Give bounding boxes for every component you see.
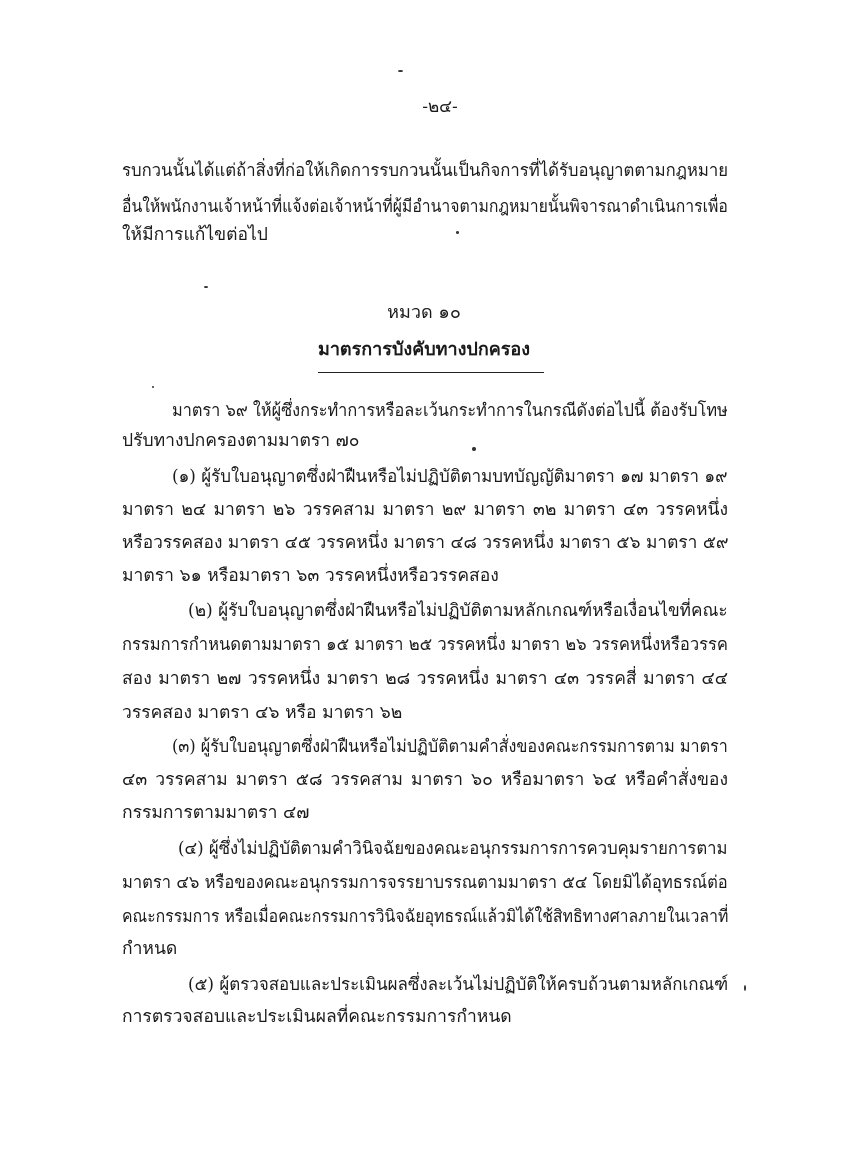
item-5-line-1: (๕) ผู้ตรวจสอบและประเมินผลซึ่งละเว้นไม่ปฏิบัติให้ครบถ้วนตามหลักเกณฑ์ xyxy=(188,975,729,995)
item-4-line-4: กำหนด xyxy=(122,939,178,959)
continuation-line-2: อื่นให้พนักงานเจ้าหน้าที่แจ้งต่อเจ้าหน้าที่ผู้มีอำนาจตามกฎหมายนั้นพิจารณาดำเนินการเพื่อ xyxy=(122,197,728,217)
chapter-number: หมวด ๑๐ xyxy=(387,302,461,323)
item-2-line-1: (๒) ผู้รับใบอนุญาตซึ่งฝ่าฝืนหรือไม่ปฏิบัติตามหลักเกณฑ์หรือเงื่อนไขที่คณะ xyxy=(188,601,728,621)
item-5-line-2: การตรวจสอบและประเมินผลที่คณะกรรมการกำหนด xyxy=(122,1007,512,1027)
item-3-line-3: กรรมการตามมาตรา ๔๗ xyxy=(122,803,310,823)
item-2-line-2: กรรมการกำหนดตามมาตรา ๑๕ มาตรา ๒๕ วรรคหนึ่ง มาตรา ๒๖ วรรคหนึ่งหรือวรรค xyxy=(122,635,728,655)
section-69-line-1: มาตรา ๖๙ ให้ผู้ซึ่งกระทำการหรือละเว้นกระทำการในกรณีดังต่อไปนี้ ต้องรับโทษ xyxy=(172,401,728,421)
page-number: -๒๔- xyxy=(422,97,458,117)
item-3-line-1: (๓) ผู้รับใบอนุญาตซึ่งฝ่าฝืนหรือไม่ปฏิบัติตามคำสั่งของคณะกรรมการตาม มาตรา xyxy=(172,737,728,757)
scan-speck xyxy=(472,447,476,451)
chapter-title: มาตรการบังคับทางปกครอง xyxy=(317,339,531,360)
item-1-line-1: (๑) ผู้รับใบอนุญาตซึ่งฝ่าฝืนหรือไม่ปฏิบัติตามบทบัญญัติมาตรา ๑๗ มาตรา ๑๙ xyxy=(172,467,728,487)
section-69-line-2: ปรับทางปกครองตามมาตรา ๗๐ xyxy=(122,431,360,451)
item-2-line-4: วรรคสอง มาตรา ๔๖ หรือ มาตรา ๖๒ xyxy=(122,703,403,723)
item-2-line-3: สอง มาตรา ๒๗ วรรคหนึ่ง มาตรา ๒๘ วรรคหนึ่ง มาตรา ๔๓ วรรคสี่ มาตรา ๔๔ xyxy=(122,669,728,689)
continuation-line-3: ให้มีการแก้ไขต่อไป xyxy=(122,225,268,245)
item-1-line-3: หรือวรรคสอง มาตรา ๔๕ วรรคหนึ่ง มาตรา ๔๘ วรรคหนึ่ง มาตรา ๕๖ มาตรา ๕๙ xyxy=(122,533,729,553)
item-1-line-4: มาตรา ๖๑ หรือมาตรา ๖๓ วรรคหนึ่งหรือวรรคสอง xyxy=(122,566,499,586)
scan-speck xyxy=(744,985,746,991)
scan-speck xyxy=(398,70,403,72)
item-4-line-3: คณะกรรมการ หรือเมื่อคณะกรรมการวินิจฉัยอุทธรณ์แล้วมิได้ใช้สิทธิทางศาลภายในเวลาที่ xyxy=(122,907,729,927)
scan-speck xyxy=(204,286,208,288)
continuation-line-1: รบกวนนั้นได้แต่ถ้าสิ่งที่ก่อให้เกิดการรบกวนนั้นเป็นกิจการที่ได้รับอนุญาตตามกฎหมาย xyxy=(122,161,729,181)
item-3-line-2: ๔๓ วรรคสาม มาตรา ๕๘ วรรคสาม มาตรา ๖๐ หรือมาตรา ๖๔ หรือคำสั่งของ xyxy=(122,770,728,790)
item-4-line-1: (๔) ผู้ซึ่งไม่ปฏิบัติตามคำวินิจฉัยของคณะอนุกรรมการการควบคุมรายการตาม xyxy=(178,839,728,859)
item-1-line-2: มาตรา ๒๔ มาตรา ๒๖ วรรคสาม มาตรา ๒๙ มาตรา ๓๒ มาตรา ๔๓ วรรคหนึ่ง xyxy=(122,500,728,520)
scan-speck xyxy=(456,231,459,234)
item-4-line-2: มาตรา ๔๖ หรือของคณะอนุกรรมการจรรยาบรรณตามมาตรา ๕๔ โดยมิได้อุทธรณ์ต่อ xyxy=(122,873,728,893)
chapter-underline xyxy=(318,372,544,373)
scan-speck xyxy=(152,386,154,388)
